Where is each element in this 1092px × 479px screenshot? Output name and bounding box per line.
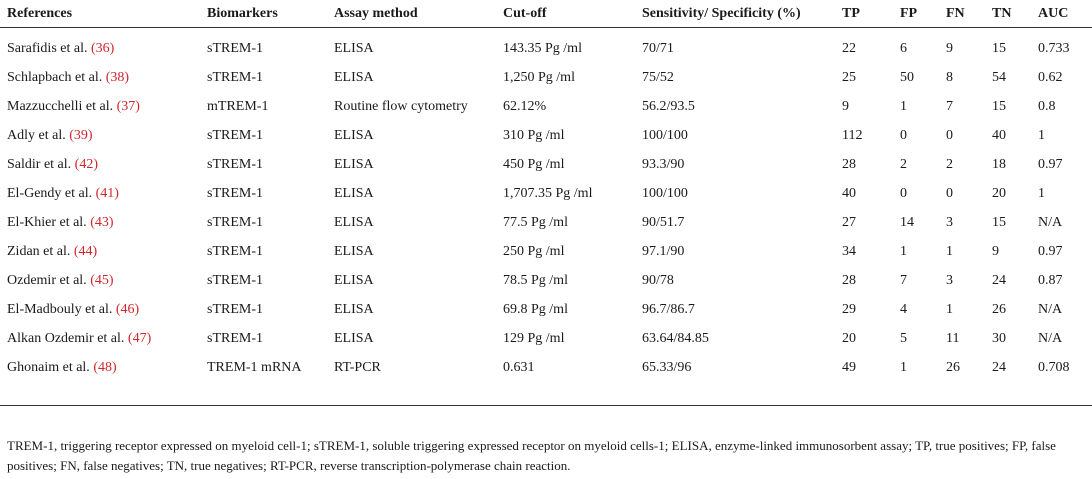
cell-reference bbox=[0, 208, 200, 237]
cell-assay: Routine flow cytometry bbox=[334, 99, 468, 114]
header-assay-method: Assay method bbox=[334, 5, 418, 21]
cell-biomarker: sTREM-1 bbox=[207, 157, 263, 172]
cell-assay: ELISA bbox=[334, 215, 374, 230]
cell-fp: 1 bbox=[893, 353, 939, 406]
cell-fn: 3 bbox=[946, 273, 953, 288]
cell-biomarker: mTREM-1 bbox=[207, 99, 269, 114]
cell-cutoff: 129 Pg /ml bbox=[503, 331, 565, 346]
author-name: El-Madbouly et al. bbox=[7, 302, 113, 317]
cell-fn: 11 bbox=[946, 331, 960, 346]
header-references: References bbox=[7, 5, 73, 21]
cell-biomarker: sTREM-1 bbox=[207, 186, 263, 201]
cell-tn: 24 bbox=[992, 273, 1006, 288]
author-name: El-Khier et al. bbox=[7, 215, 87, 230]
header-cut-off: Cut-off bbox=[503, 5, 547, 21]
cell-tn: 9 bbox=[992, 244, 999, 259]
cell-fp: 5 bbox=[900, 331, 907, 346]
author-name: El-Gendy et al. bbox=[7, 186, 93, 201]
cell-biomarker: sTREM-1 bbox=[207, 244, 263, 259]
cell-assay: ELISA bbox=[334, 157, 374, 172]
cell-assay: ELISA bbox=[334, 302, 374, 317]
cell-reference bbox=[0, 353, 200, 406]
citation-link[interactable]: (39) bbox=[69, 128, 93, 143]
citation-link[interactable]: (43) bbox=[90, 215, 114, 230]
cell-cutoff: 78.5 Pg /ml bbox=[503, 273, 568, 288]
cell-tp: 40 bbox=[842, 186, 856, 201]
table-row bbox=[0, 28, 1092, 64]
citation-link[interactable]: (37) bbox=[116, 99, 140, 114]
cell-fp: 7 bbox=[900, 273, 907, 288]
cell-sens-spec: 75/52 bbox=[642, 70, 674, 85]
citation-link[interactable]: (36) bbox=[90, 41, 115, 56]
cell-reference bbox=[0, 63, 200, 92]
cell-fp: 6 bbox=[900, 41, 907, 56]
cell-cutoff: 250 Pg /ml bbox=[503, 244, 565, 259]
cell-tp: 34 bbox=[842, 244, 856, 259]
citation-link[interactable]: (44) bbox=[73, 244, 98, 259]
author-name: Adly et al. bbox=[7, 128, 66, 143]
cell-tn: 40 bbox=[992, 128, 1006, 143]
cell-auc: 0.97 bbox=[1038, 244, 1063, 259]
cell-biomarker: sTREM-1 bbox=[207, 273, 263, 288]
cell-tn: 15 bbox=[992, 215, 1006, 230]
cell-assay: ELISA bbox=[334, 273, 374, 288]
cell-fp: 50 bbox=[900, 70, 914, 85]
table-body bbox=[0, 28, 1092, 406]
citation-link[interactable]: (41) bbox=[95, 186, 119, 201]
cell-reference bbox=[0, 28, 200, 64]
cell-reference bbox=[0, 237, 200, 266]
cell-reference bbox=[0, 295, 200, 324]
header-row bbox=[0, 0, 1092, 28]
cell-fn: 8 bbox=[946, 70, 953, 85]
cell-tp: 28 bbox=[842, 273, 856, 288]
header-auc: AUC bbox=[1038, 5, 1069, 21]
cell-assay: ELISA bbox=[334, 128, 374, 143]
cell-sens-spec: 100/100 bbox=[642, 128, 688, 143]
cell-tp: 9 bbox=[842, 99, 849, 114]
cell-sens-spec: 97.1/90 bbox=[642, 244, 685, 259]
cell-auc: 0.62 bbox=[1038, 70, 1063, 85]
table-row bbox=[0, 353, 1092, 406]
cell-sens-spec: 93.3/90 bbox=[642, 157, 685, 172]
cell-tp: 29 bbox=[842, 302, 856, 317]
cell-tn: 15 bbox=[992, 99, 1006, 114]
cell-biomarker: sTREM-1 bbox=[207, 331, 263, 346]
cell-biomarker: sTREM-1 bbox=[207, 41, 263, 56]
cell-fn: 0 bbox=[946, 128, 953, 143]
cell-sens-spec: 96.7/86.7 bbox=[642, 302, 695, 317]
cell-cutoff: 69.8 Pg /ml bbox=[503, 302, 568, 317]
citation-link[interactable]: (45) bbox=[90, 273, 114, 288]
table-row bbox=[0, 295, 1092, 324]
cell-cutoff: 1,707.35 Pg /ml bbox=[503, 186, 593, 201]
cell-auc: N/A bbox=[1038, 331, 1063, 346]
cell-reference bbox=[0, 92, 200, 121]
table-row bbox=[0, 92, 1092, 121]
cell-sens-spec: 70/71 bbox=[642, 41, 674, 56]
cell-fn: 7 bbox=[946, 99, 953, 114]
citation-link[interactable]: (46) bbox=[115, 302, 140, 317]
cell-biomarker: TREM-1 mRNA bbox=[200, 353, 327, 406]
citation-link[interactable]: (48) bbox=[93, 360, 117, 375]
author-name: Schlapbach et al. bbox=[7, 70, 103, 85]
cell-fp: 0 bbox=[900, 186, 907, 201]
table-footnote: TREM-1, triggering receptor expressed on myeloid cell-1; sTREM-1, soluble triggering expressed receptor on myeloid cells-1; ELISA, enzyme-linked immunosorbent assay; TP, true positives; FP, false positives; FN, false negatives; TN, true negatives; RT-PCR, reverse transcription-polymerase chain reaction. bbox=[7, 438, 1056, 473]
cell-reference bbox=[0, 121, 200, 150]
cell-assay: ELISA bbox=[334, 331, 374, 346]
cell-tp: 28 bbox=[842, 157, 856, 172]
cell-sens-spec: 65.33/96 bbox=[635, 353, 835, 406]
author-name: Ghonaim et al. bbox=[7, 360, 90, 375]
cell-assay: ELISA bbox=[334, 41, 374, 56]
cell-fn: 1 bbox=[946, 302, 953, 317]
cell-cutoff: 77.5 Pg /ml bbox=[503, 215, 568, 230]
cell-auc: 0.733 bbox=[1038, 41, 1070, 56]
cell-auc: N/A bbox=[1038, 302, 1063, 317]
cell-reference bbox=[0, 179, 200, 208]
cell-auc: 0.97 bbox=[1038, 157, 1063, 172]
cell-tn: 24 bbox=[985, 353, 1031, 406]
cell-reference bbox=[0, 266, 200, 295]
cell-reference bbox=[0, 324, 200, 353]
cell-tp: 49 bbox=[835, 353, 893, 406]
table-row bbox=[0, 150, 1092, 179]
cell-auc: 1 bbox=[1038, 186, 1045, 201]
cell-cutoff: 143.35 Pg /ml bbox=[503, 41, 582, 56]
cell-tp: 27 bbox=[842, 215, 856, 230]
header-sensitivity-specificity: Sensitivity/ Specificity (%) bbox=[642, 5, 801, 21]
table-row bbox=[0, 121, 1092, 150]
cell-sens-spec: 90/78 bbox=[642, 273, 674, 288]
cell-cutoff: 62.12% bbox=[503, 99, 547, 114]
cell-fp: 1 bbox=[900, 244, 907, 259]
table-row bbox=[0, 237, 1092, 266]
cell-auc: N/A bbox=[1038, 215, 1063, 230]
cell-tn: 30 bbox=[992, 331, 1006, 346]
cell-tp: 25 bbox=[842, 70, 856, 85]
cell-auc: 0.87 bbox=[1038, 273, 1063, 288]
author-name: Mazzucchelli et al. bbox=[7, 99, 114, 114]
header-fp: FP bbox=[900, 5, 918, 21]
header-fn: FN bbox=[946, 5, 965, 21]
header-tn: TN bbox=[992, 5, 1012, 21]
cell-tp: 22 bbox=[842, 41, 856, 56]
citation-link[interactable]: (38) bbox=[105, 70, 130, 85]
cell-cutoff: 450 Pg /ml bbox=[503, 157, 565, 172]
cell-cutoff: 0.631 bbox=[496, 353, 635, 406]
cell-assay: ELISA bbox=[334, 244, 374, 259]
cell-fn: 26 bbox=[939, 353, 985, 406]
table-row bbox=[0, 266, 1092, 295]
cell-fp: 14 bbox=[900, 215, 914, 230]
cell-assay: ELISA bbox=[334, 70, 374, 85]
cell-fn: 3 bbox=[946, 215, 953, 230]
cell-fn: 2 bbox=[946, 157, 953, 172]
cell-fp: 4 bbox=[900, 302, 907, 317]
cell-biomarker: sTREM-1 bbox=[207, 70, 263, 85]
author-name: Sarafidis et al. bbox=[7, 41, 88, 56]
author-name: Alkan Ozdemir et al. bbox=[7, 331, 125, 346]
cell-tn: 54 bbox=[992, 70, 1006, 85]
cell-auc: 1 bbox=[1038, 128, 1045, 143]
citation-link[interactable]: (42) bbox=[74, 157, 98, 172]
cell-cutoff: 1,250 Pg /ml bbox=[503, 70, 575, 85]
cell-fp: 0 bbox=[900, 128, 907, 143]
cell-tp: 112 bbox=[842, 128, 863, 143]
cell-tn: 18 bbox=[992, 157, 1006, 172]
cell-fp: 2 bbox=[900, 157, 907, 172]
table-row bbox=[0, 208, 1092, 237]
table-row bbox=[0, 179, 1092, 208]
header-biomarkers: Biomarkers bbox=[207, 5, 278, 21]
table-row bbox=[0, 63, 1092, 92]
cell-fn: 9 bbox=[946, 41, 953, 56]
cell-sens-spec: 90/51.7 bbox=[642, 215, 685, 230]
cell-assay: ELISA bbox=[334, 186, 374, 201]
cell-tn: 15 bbox=[992, 41, 1006, 56]
cell-biomarker: sTREM-1 bbox=[207, 128, 263, 143]
table-row bbox=[0, 324, 1092, 353]
citation-link[interactable]: (47) bbox=[127, 331, 152, 346]
cell-auc: 0.708 bbox=[1031, 353, 1092, 406]
cell-biomarker: sTREM-1 bbox=[207, 215, 263, 230]
cell-cutoff: 310 Pg /ml bbox=[503, 128, 565, 143]
header-tp: TP bbox=[842, 5, 860, 21]
author-name: Zidan et al. bbox=[7, 244, 71, 259]
cell-tn: 26 bbox=[992, 302, 1006, 317]
cell-fp: 1 bbox=[900, 99, 907, 114]
author-name: Saldir et al. bbox=[7, 157, 72, 172]
cell-biomarker: sTREM-1 bbox=[207, 302, 263, 317]
cell-assay: RT-PCR bbox=[327, 353, 496, 406]
cell-fn: 0 bbox=[946, 186, 953, 201]
cell-tp: 20 bbox=[842, 331, 856, 346]
cell-tn: 20 bbox=[992, 186, 1006, 201]
cell-reference bbox=[0, 150, 200, 179]
cell-auc: 0.8 bbox=[1038, 99, 1056, 114]
cell-sens-spec: 63.64/84.85 bbox=[642, 331, 709, 346]
author-name: Ozdemir et al. bbox=[7, 273, 87, 288]
cell-fn: 1 bbox=[946, 244, 953, 259]
cell-sens-spec: 56.2/93.5 bbox=[642, 99, 695, 114]
cell-sens-spec: 100/100 bbox=[642, 186, 688, 201]
